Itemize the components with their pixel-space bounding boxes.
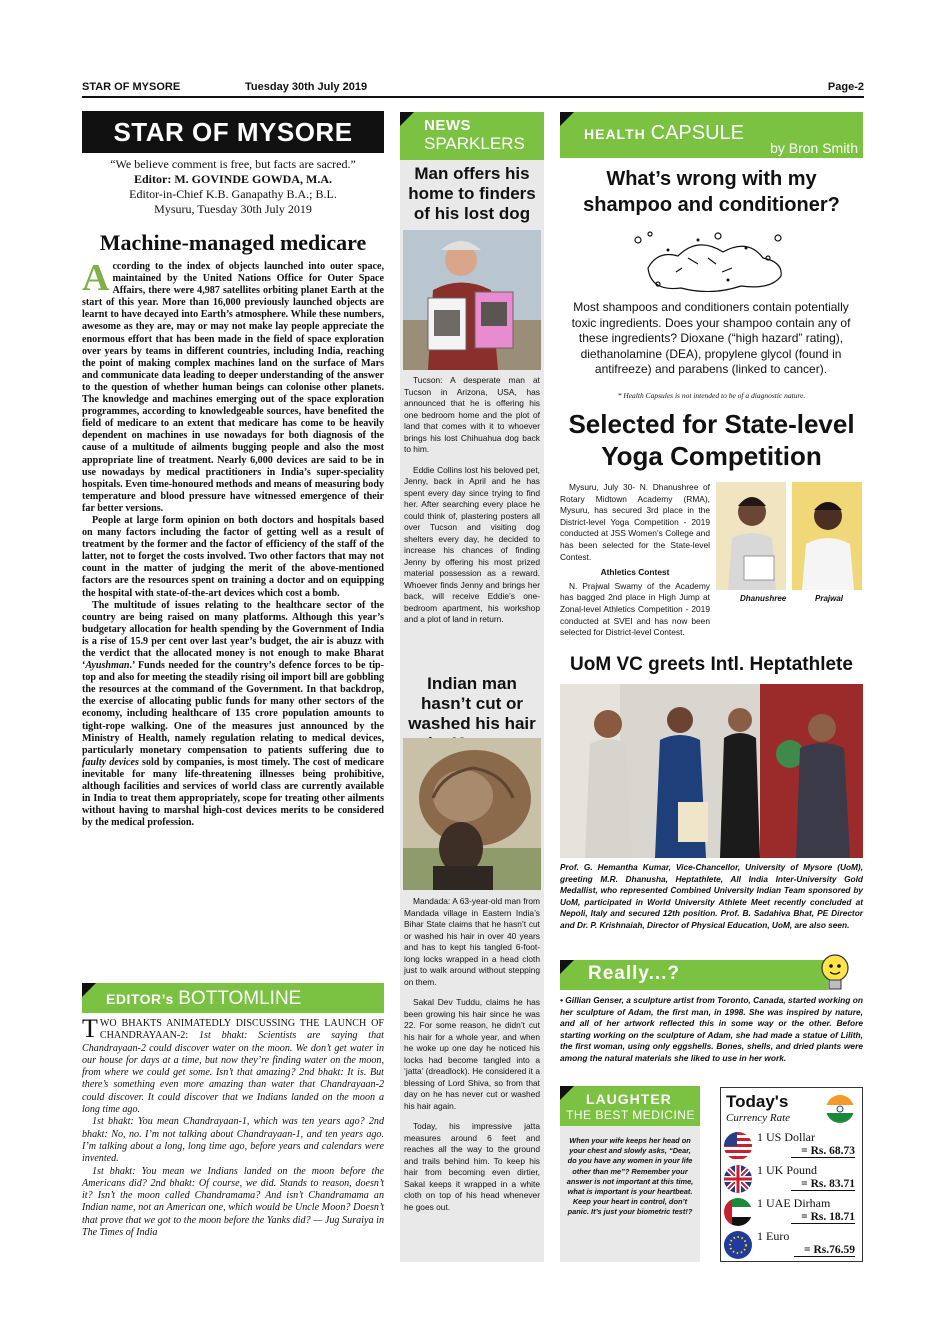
eu-flag-icon	[724, 1231, 752, 1259]
page-header	[82, 80, 864, 98]
caption-dhanushree: Dhanushree	[740, 594, 787, 603]
yoga-p1: Mysuru, July 30- N. Dhanushree of Rotary Midtown Academy (RMA), Mysuru, has secured 3rd place in the District-level Yoga Competition - 2019 conducted at JSS Women’s College and has been selected for the State-level Contest.	[560, 482, 710, 562]
dhanushree-photo	[716, 482, 786, 590]
currency-name: 1 UAE Dirham	[757, 1196, 831, 1210]
currency-name: 1 US Dollar	[757, 1130, 815, 1144]
issue-date: Tuesday 30th July 2019	[245, 81, 368, 93]
health-byline: by Bron Smith	[770, 140, 858, 156]
currency-row	[721, 1163, 861, 1195]
currency-subtitle: Currency Rate	[726, 1112, 791, 1124]
us-flag-icon	[724, 1132, 752, 1160]
currency-title: Today's	[726, 1092, 789, 1111]
health-label-b: CAPSULE	[650, 122, 744, 144]
lightbulb-icon	[818, 952, 852, 994]
health-text: Most shampoos and conditioners contain potentially toxic ingredients. Does your shampoo contain any of these ingredients? Dioxane (“high hazard” rating), diethanolamine (DEA), propylene glycol (found in antifreeze) and parabens (linked to cancer).	[571, 300, 851, 376]
currency-row	[721, 1196, 861, 1228]
editorial-p2: People at large form opinion on both doctors and hospitals based on many factors including the factor of getting well as a result of treatment by the former and the factor of efficiency of the staff of the latter, not to forget the costs involved. Two other factors that may not count in the matter of judging the merit of the above-mentioned factors are the resources spent on training a doctor and on equipping the hospital with state-of-the-art devices which cost a bomb.	[82, 514, 384, 599]
uae-flag-icon	[724, 1198, 752, 1226]
health-label-a: HEALTH	[584, 126, 646, 142]
uom-caption: Prof. G. Hemantha Kumar, Vice-Chancellor, University of Mysore (UoM), greeting M.R. Dhanusha, Heptathlete, All India Inter-University Gold Medallist, who represented Combined University Indian Team sponsored by UoM, participated in World University Athlete Meet recently concluded at Nepoli, Italy and secured 12th position. Prof. B. Sadahiva Bhat, PE Director and Dr. P. Krishnaiah, Director of Physical Education, UoM, are also seen.	[560, 862, 863, 930]
dateline: Mysuru, Tuesday 30th July 2019	[154, 202, 312, 216]
yoga-p2: N. Prajwal Swamy of the Academy has bagged 2nd place in High Jump at Zonal-level Athletics Competition - 2019 conducted at SVEI and has now been selected for District-level Contest.	[560, 580, 710, 638]
currency-rate: = Rs. 18.71	[791, 1211, 855, 1224]
currency-name: 1 UK Pound	[757, 1163, 818, 1177]
news-band	[400, 112, 544, 160]
corner-triangle	[560, 1086, 574, 1100]
laughter-label-b: THE BEST MEDICINE	[566, 1108, 695, 1122]
news-label-a: NEWS	[424, 117, 471, 134]
laughter-text: When your wife keeps her head on your chest and slowly asks, “Dear, do you have any women in your life other than me”? Remember your answer is not important at this time, what is important is your heartbeat. Keep your heart in control, don’t panic. It’s just your biometric test!?	[566, 1136, 694, 1217]
really-label: Really...?	[588, 963, 681, 984]
shampoo-illustration	[628, 228, 794, 292]
editorial-title: Machine-managed medicare	[99, 230, 367, 255]
eic-line: Editor-in-Chief K.B. Ganapathy B.A.; B.L.	[129, 187, 337, 201]
page-number: Page-2	[827, 81, 864, 93]
uom-vc-photo	[560, 684, 863, 858]
news-story-2	[404, 896, 540, 1222]
bottomline-label-a: EDITOR’s	[106, 991, 174, 1007]
health-question: What’s wrong with my shampoo and conditioner?	[583, 168, 840, 216]
corner-triangle	[400, 112, 414, 126]
editorial-body	[82, 257, 384, 829]
currency-name: 1 Euro	[757, 1229, 790, 1243]
currency-box	[720, 1087, 863, 1262]
bottomline-p3: 1st bhakt: You mean we Indians landed on the moon before the Americans did? 2nd bhakt: Of course, we did. Stands to reason, doesn’t it? Isn’t the moon called Chandramama? And isn’t Chandramama an Indian name, not an American one, which would be Uncle Moon? Doesn’t that prove that we got to the moon before the Yanks did? — Jug Suraiya in The Times of India	[82, 1165, 384, 1239]
news-s2p3: Today, his impressive jatta measures around 6 feet and reaches all the way to the ground and trails behind him. To keep his hair from becoming even dirtier, Sakal keeps it wrapped in a white cloth on top of his head whenever he goes out.	[404, 1121, 540, 1212]
bottomline-band	[82, 983, 384, 1013]
caption-prajwal: Prajwal	[815, 594, 844, 603]
editorial-p1: ccording to the index of objects launched into outer space, maintained by the United Nations Office for Outer Space Affairs, there were 4,987 satellites orbiting planet Earth at the start of this year. More than 16,000 previously launched objects are learnt to have decayed into Earth’s atmosphere. While these numbers, awesome as they are, may or may not make lay people appreciate the enormous effort that has been made in the field of space exploration over years by teams in different countries, including India, reaching the point of making complex machines land on the surface of Mars and communicate data leading to deeper understanding of the answer to the question of whether human beings can colonise other planets. The knowledge and machines emerging out of the space exploration programmes, according to knowledgeable sources, have benefited the field of medicare to an extent that medicare has come to be heavily dependent on machines in use nowadays for both diagnosis of the cause of a multitude of ailments bugging people and also the most appropriate line of treatment. Nearly 6,000 devices are said to be in use nowadays by medical practitioners in India’s super-speciality hospitals. Even time-honoured methods and means of measuring body temperature and blood pressure have witnessed emergence of their far better versions.	[82, 261, 384, 514]
news-s1p1: Tucson: A desperate man at Tucson in Arizona, USA, has announced that he is offering his one bedroom home and the plot of land that comes with it to whoever brings his lost Chihuahua dog back to him.	[404, 375, 540, 454]
bottomline-dropcap: T	[82, 1014, 98, 1043]
long-hair-man-photo	[403, 738, 541, 890]
news-headline-1: Man offers his home to finders of his lost dog	[408, 164, 536, 223]
corner-triangle	[82, 983, 96, 997]
news-s1p2: Eddie Collins lost his beloved pet, Jenny, back in April and he has spent every day since trying to find her. After searching every place he could think of, plastering posters all over Tucson and visiting dog shelters every day, he decided to increase his chances of finding Jenny by offering his most prized material possession as a reward. Whoever finds Jenny and brings her back, will receive Eddie’s one-bedroom apartment, his workshop and a plot of land in return.	[404, 464, 540, 624]
india-flag-icon	[826, 1095, 854, 1123]
uom-headline: UoM VC greets Intl. Heptathlete	[570, 654, 853, 675]
yoga-story	[560, 482, 710, 639]
bottomline-p2: 1st bhakt: You mean Chandrayaan-1, which was ten years ago? 2nd bhakt: No, no. I’m not talking about Chandrayaan-1, and ten years ago. I’m talking about a long, long time ago, before years and calendars were invented.	[82, 1116, 384, 1165]
currency-row	[721, 1130, 861, 1162]
yoga-headline: Selected for State-level Yoga Competition	[568, 409, 855, 471]
news-s2p2: Sakal Dev Tuddu, claims he has been growing his hair since he was 22. For some reason, he didn’t cut his hair for a whole year, and when he woke up one day he noticed his locks had become tangled into a ‘jatta’ (dreadlock). He considered it a blessing of Lord Shiva, so from that day on he has never cut or washed his hair again.	[404, 997, 540, 1111]
really-band	[560, 960, 828, 990]
motto: “We believe comment is free, but facts are sacred.”	[110, 157, 356, 171]
currency-rate: = Rs. 68.73	[791, 1145, 855, 1158]
yoga-subhead: Athletics Contest	[600, 567, 670, 578]
masthead-info	[82, 157, 384, 217]
corner-triangle	[560, 960, 574, 974]
bottomline-label-b: BOTTOMLINE	[178, 988, 302, 1009]
currency-rate: = Rs.76.59	[794, 1244, 855, 1257]
editorial-p3: The multitude of issues relating to the healthcare sector of the country are being raised on many platforms. Although this year’s budgetary allocation for health spending by the Government of India is a rise of 15.9 per cent over last year’s budget, the air is abuzz with the verdict that the allocated money is not enough to make Bharat ‘Ayushman.’ Funds needed for the country’s defence forces to be tip-top and also for meeting the steadily rising oil import bill are gobbling the resources at the command of the Government. In that backdrop, the exercise of allocating public funds for many other sectors of the economy, including healthcare of 135 crore population amounts to tight-rope walking. One of the measures just announced by the Ministry of Health, namely regulation relating to medical devices, particularly monetary compensation to patients suffering due to faulty devices sold by companies, is most timely. The cost of medicare inevitable for many life-threatening illnesses being prohibitive, although facilities and services of world class are currently available in India to treat them appropriately, scope for treating other ailments without having to marshal high-cost devices merits to be considered by the medical profession.	[82, 599, 384, 829]
health-disclaimer: * Health Capsules is not intended to be of a diagnostic nature.	[617, 391, 806, 400]
news-story-1	[404, 375, 540, 635]
dropcap: A	[82, 257, 110, 299]
laughter-band	[560, 1086, 700, 1126]
editor-line: Editor: M. GOVINDE GOWDA, M.A.	[134, 172, 332, 186]
bottomline-p1: 1st bhakt: Scientists are saying that Chandrayaan-2 could discover water on the moon. We don’t get water in our house for days at a time, but now they’re finding water on the moon, from where we could get some. Isn’t that amazing? 2nd bhakt: It is. But there’s something even more amazing than water that Chandrayaan-2 could discover. It could discover that we Indians landed on the moon a long time ago.	[82, 1030, 384, 1116]
currency-row	[721, 1229, 861, 1261]
health-band	[560, 112, 863, 158]
paper-name: STAR OF MYSORE	[82, 81, 181, 93]
bottomline-body	[82, 1014, 384, 1239]
corner-triangle	[560, 112, 574, 126]
uk-flag-icon	[724, 1165, 752, 1193]
masthead-logo: STAR OF MYSORE	[82, 111, 384, 153]
news-label-b: SPARKLERS	[424, 134, 525, 153]
dog-owner-photo	[403, 230, 541, 370]
really-text: • Gillian Genser, a sculpture artist from Toronto, Canada, started working on her sculpture of Adam, the first man, in 1998. She was inspired by nature, and all of her artwork reflected this in some way or the other. Before starting working on the sculpture of Adam, she had made a statue of Lilith, the first woman, using only eggshells. Bones, shells, and dried plants were among the natural materials she liked to use in her work.	[560, 995, 863, 1063]
currency-rate: = Rs. 83.71	[791, 1178, 855, 1191]
laughter-label-a: LAUGHTER	[586, 1091, 672, 1107]
bottomline-lead: WO BHAKTS ANIMATEDLY DISCUSSING THE LAUNCH OF CHANDRAYAAN-2:	[99, 1018, 384, 1042]
news-headline-2: Indian man hasn’t cut or washed his hair	[408, 674, 536, 733]
news-s2p1: Mandada: A 63-year-old man from Mandada village in Eastern India’s Bihar State claims that he hasn’t cut or washed his hair in over 40 years and has to kept his tangled 6-foot-long locks wrapped in a head cloth just to walk around without stepping on them.	[404, 896, 540, 987]
prajwal-photo	[792, 482, 862, 590]
